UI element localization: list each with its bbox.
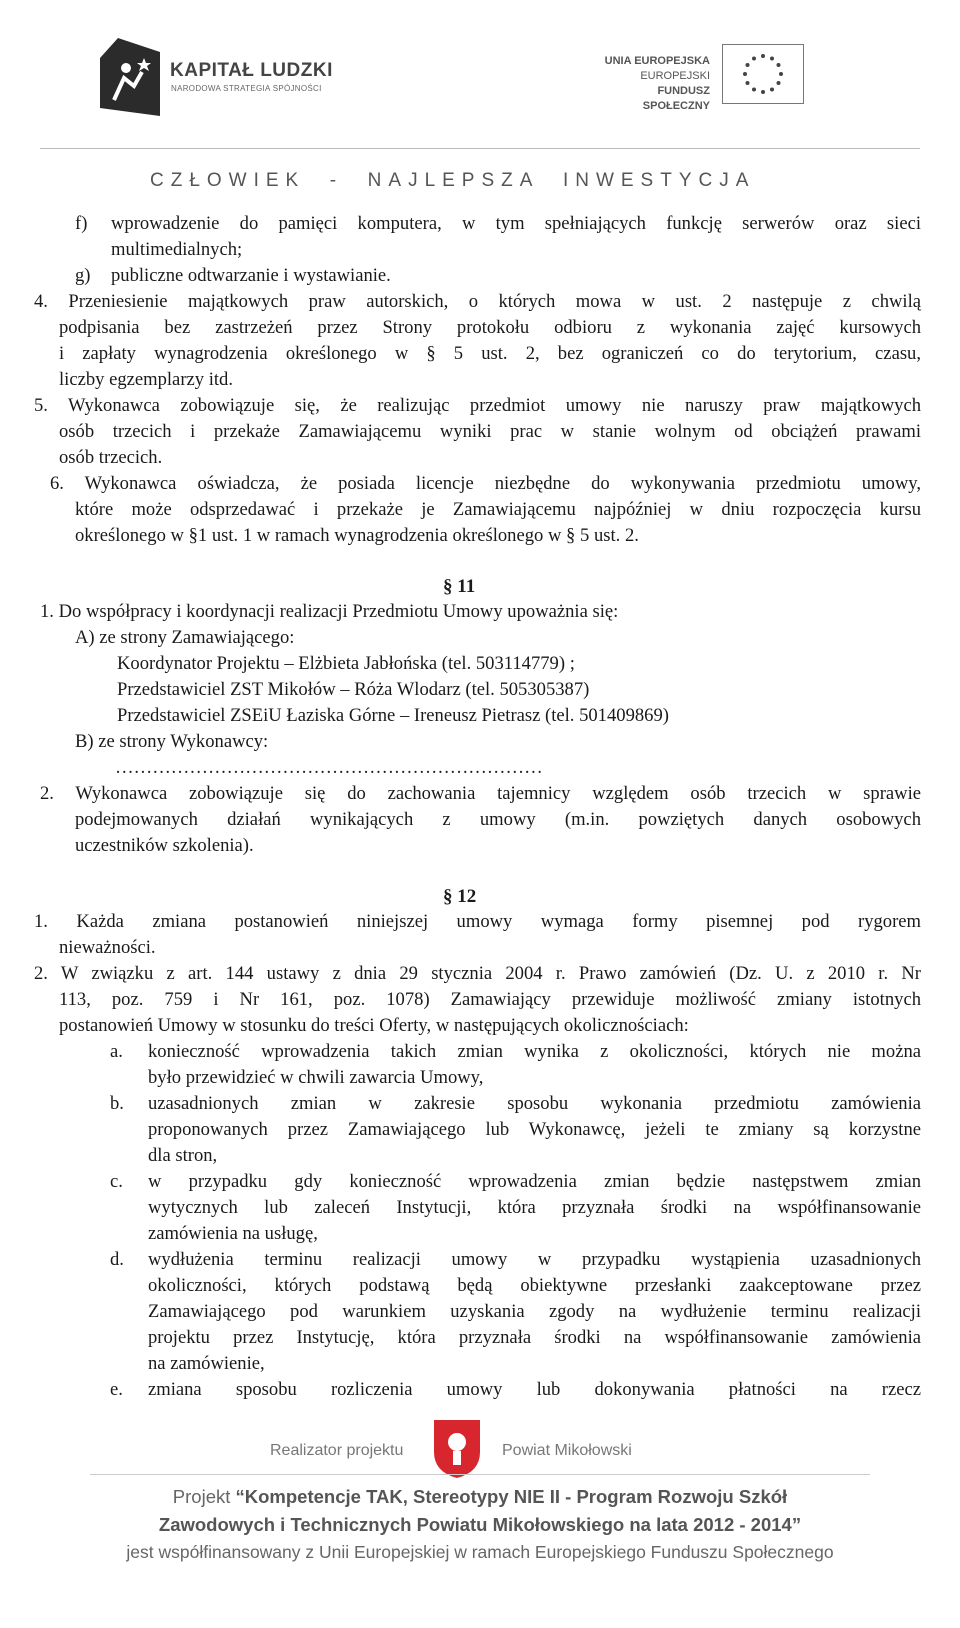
- list-label: f): [75, 213, 88, 234]
- page-footer: [0, 1410, 960, 1628]
- list-label: g): [75, 265, 91, 286]
- text-line: multimedialnych;: [111, 239, 243, 260]
- text-line: 2. Wykonawca zobowiązuje się do zachowania tajemnicy względem osób trzecich w sprawie: [40, 783, 921, 804]
- text-line: podpisania bez zastrzeżeń przez Strony protokołu odbioru z wykonania zajęć kursowych: [59, 317, 921, 338]
- text-line: 2. W związku z art. 144 ustawy z dnia 29 stycznia 2004 r. Prawo zamówień (Dz. U. z 2010 r. Nr: [34, 963, 921, 984]
- page-header: [0, 0, 960, 200]
- text-line: B) ze strony Wykonawcy:: [75, 731, 269, 752]
- text-line: dla stron,: [148, 1145, 218, 1166]
- section-heading-12: § 12: [443, 886, 477, 907]
- text-line: publiczne odtwarzanie i wystawianie.: [111, 265, 391, 286]
- text-line: podejmowanych działań wynikających z umowy (m.in. powziętych danych osobowych: [75, 809, 921, 830]
- text-line: określonego w §1 ust. 1 w ramach wynagrodzenia określonego w § 5 ust. 2.: [75, 525, 639, 546]
- text-line: Przedstawiciel ZST Mikołów – Róża Wlodarz (tel. 505305387): [117, 679, 590, 700]
- text-line: w przypadku gdy konieczność wprowadzenia zmian będzie następstwem zmian: [148, 1171, 921, 1192]
- list-label: b.: [110, 1093, 124, 1114]
- text-line: Przedstawiciel ZSEiU Łaziska Górne – Ireneusz Pietrasz (tel. 501409869): [117, 705, 669, 726]
- eu-flag-icon: [722, 44, 804, 104]
- text-line: na zamówienie,: [148, 1353, 265, 1374]
- text-line: uzasadnionych zmian w zakresie sposobu wykonania przedmiotu zamówienia: [148, 1093, 921, 1114]
- list-label: a.: [110, 1041, 123, 1062]
- text-line: uczestników szkolenia).: [75, 835, 254, 856]
- project-title-part-2: Zawodowych i Technicznych Powiatu Mikołowskiego na lata 2012 - 2014”: [158, 1514, 802, 1535]
- text-line: wprowadzenie do pamięci komputera, w tym spełniających funkcję serwerów oraz sieci: [111, 213, 921, 234]
- text-line: wytycznych lub zaleceń Instytucji, która przyznała środki na współfinansowanie: [148, 1197, 921, 1218]
- list-label: d.: [110, 1249, 124, 1270]
- eu-line-3: FUNDUSZ SPOŁECZNY: [642, 85, 710, 112]
- list-label: e.: [110, 1379, 123, 1400]
- text-line: okoliczności, których podstawą będą obiektywne przesłanki zaakceptowane przez: [148, 1275, 921, 1296]
- footer-divider: [90, 1474, 870, 1475]
- text-line: Koordynator Projektu – Elżbieta Jabłońska (tel. 503114779) ;: [117, 653, 575, 674]
- kapital-ludzki-logo-icon: [100, 38, 160, 116]
- eu-fund-label: [598, 54, 710, 114]
- kapital-ludzki-title: KAPITAŁ LUDZKI: [170, 60, 333, 81]
- text-line: 5. Wykonawca zobowiązuje się, że realizując przedmiot umowy nie naruszy praw majątkowych: [34, 395, 921, 416]
- project-line-2: [0, 1514, 960, 1536]
- powiat-crest-icon: [432, 1418, 482, 1480]
- section-heading-11: § 11: [443, 576, 476, 597]
- text-line: wydłużenia terminu realizacji umowy w przypadku wystąpienia uzasadnionych: [148, 1249, 921, 1270]
- text-line: konieczność wprowadzenia takich zmian wynika z okoliczności, których nie można: [148, 1041, 921, 1062]
- project-line-1: [0, 1486, 960, 1508]
- text-line: i zapłaty wynagrodzenia określonego w § 5 ust. 2, bez ograniczeń co do terytorium, czasu,: [59, 343, 921, 364]
- text-line: A) ze strony Zamawiającego:: [75, 627, 295, 648]
- list-label: c.: [110, 1171, 123, 1192]
- text-line: zamówienia na usługę,: [148, 1223, 318, 1244]
- text-line: które może odsprzedawać i przekaże je Zamawiającemu najpóźniej w dniu rozpoczęcia kursu: [75, 499, 921, 520]
- text-line: liczby egzemplarzy itd.: [59, 369, 233, 390]
- realizator-label: Realizator projektu: [270, 1442, 404, 1459]
- text-line: było przewidzieć w chwili zawarcia Umowy,: [148, 1067, 484, 1088]
- header-divider: [40, 148, 920, 149]
- project-prefix: Projekt: [172, 1486, 236, 1507]
- text-line: 4. Przeniesienie majątkowych praw autorskich, o których mowa w ust. 2 następuje z chwilą: [34, 291, 921, 312]
- text-line: zmiana sposobu rozliczenia umowy lub dokonywania płatności na rzecz: [148, 1379, 921, 1400]
- eu-line-1: UNIA EUROPEJSKA: [604, 55, 710, 67]
- text-line: 6. Wykonawca oświadcza, że posiada licencje niezbędne do wykonywania przedmiotu umowy,: [50, 473, 921, 494]
- contractor-placeholder: ……………………………………………………………: [115, 757, 543, 778]
- kapital-ludzki-subtitle: NARODOWA STRATEGIA SPÓJNOŚCI: [171, 84, 322, 93]
- project-title-part-1: “Kompetencje TAK, Stereotypy NIE II - Program Rozwoju Szkół: [235, 1486, 788, 1507]
- text-line: osób trzecich.: [59, 447, 163, 468]
- powiat-label: Powiat Mikołowski: [502, 1442, 632, 1459]
- text-line: 1. Do współpracy i koordynacji realizacji Przedmiotu Umowy upoważnia się:: [40, 601, 619, 622]
- text-line: 1. Każda zmiana postanowień niniejszej umowy wymaga formy pisemnej pod rygorem: [34, 911, 921, 932]
- text-line: projektu przez Instytucję, która przyznała środki na współfinansowanie zamówienia: [148, 1327, 921, 1348]
- text-line: postanowień Umowy w stosunku do treści Oferty, w następujących okolicznościach:: [59, 1015, 689, 1036]
- text-line: nieważności.: [59, 937, 156, 958]
- text-line: proponowanych przez Zamawiającego lub Wykonawcę, jeżeli te zmiany są korzystne: [148, 1119, 921, 1140]
- text-line: osób trzecich i przekaże Zamawiającemu wyniki prac w stanie wolnym od obciążeń prawami: [59, 421, 921, 442]
- text-line: Zamawiającego pod warunkiem uzyskania zgody na wydłużenie terminu realizacji: [148, 1301, 921, 1322]
- project-line-3: jest współfinansowany z Unii Europejskiej w ramach Europejskiego Funduszu Społecznego: [126, 1542, 834, 1562]
- header-motto: CZŁOWIEK - NAJLEPSZA INWESTYCJA: [150, 170, 756, 191]
- text-line: 113, poz. 759 i Nr 161, poz. 1078) Zamawiający przewiduje możliwość zmiany istotnych: [59, 989, 921, 1010]
- eu-line-2: EUROPEJSKI: [640, 70, 710, 82]
